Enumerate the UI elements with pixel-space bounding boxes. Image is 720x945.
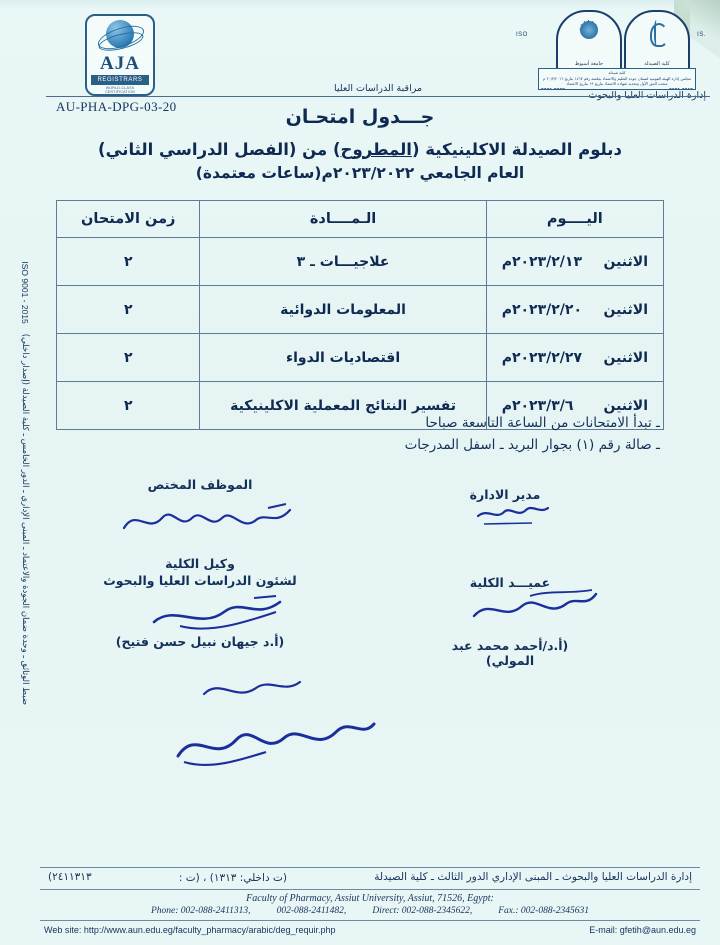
- cell-day-name: الاثنين: [603, 349, 648, 366]
- cert-body: مجلس إدارة الهيئة القومية لضمان جودة التعليم والاعتماد بجلسة رقم ١٤٦٧ بتاريخ ٢٠/٣/٢٠١٦ م منحت الدور الأول وتجديد شهادة الاعتماد بتاريخ ١٩ بتاريخ الاعتماد: [542, 75, 692, 87]
- serpent-bowl-icon: [640, 19, 674, 49]
- seal-right-text: كلية الصيدلة: [644, 60, 670, 67]
- cell-subject: تفسير النتائج المعملية الاكلينيكية: [200, 382, 486, 430]
- footer-address-arabic: إدارة الدراسات العليا والبحوث ـ المبنى الإداري الدور الثالث ـ كلية الصيدلة: [374, 871, 692, 884]
- table-row: [57, 334, 664, 382]
- program-title-part1: دبلوم الصيدلة الاكلينيكية (: [411, 140, 622, 159]
- signature-manager: [440, 487, 570, 504]
- cell-day-date: ٢٠٢٣/٣/٦م: [501, 397, 574, 414]
- cell-subject: المعلومات الدوائية: [200, 286, 486, 334]
- university-seals: [508, 10, 708, 96]
- page-title: جـــدول امتحـان: [285, 106, 435, 128]
- cell-day: [486, 334, 663, 382]
- cell-duration: ٢: [57, 286, 200, 334]
- cert-title: كلية صيدلة: [608, 70, 626, 75]
- footer-web-row: [40, 921, 700, 935]
- iso-number-right: [541, 88, 565, 90]
- signature-dean-name: (أ.د/أحمد محمد عبد المولي): [451, 637, 569, 668]
- note-hall-location: ـ صالة رقم (١) بجوار البريد ـ اسفل المدرجات: [404, 437, 660, 454]
- academic-year-line: العام الجامعي ٢٠٢٣/٢٠٢٢م(ساعات معتمدة): [195, 164, 525, 182]
- program-title: [0, 140, 720, 159]
- footer-phone-2: 002-088-2411482,: [276, 906, 347, 916]
- signature-vice-dean-label-1: وكيل الكلية: [165, 556, 235, 571]
- footer-phone-1: Phone: 002-088-2411313,: [151, 906, 251, 916]
- aja-sub-label: WORLD-CLASS CERTIFICATION: [105, 86, 135, 94]
- table-header-row: [57, 201, 664, 238]
- signature-officer-label: الموظف المختص: [147, 477, 253, 492]
- column-header-duration: زمن الامتحان: [57, 201, 200, 238]
- sun-emblem-icon: [572, 19, 606, 49]
- handwritten-signature-manager: [118, 502, 298, 542]
- supervision-label: مراقبة الدراسات العليا: [333, 83, 423, 94]
- aja-wordmark: AJA: [100, 52, 140, 74]
- cell-duration: ٢: [57, 238, 200, 286]
- program-title-part2: ) من (الفصل الدراسي الثاني): [98, 140, 341, 159]
- footer-faculty-address: Faculty of Pharmacy, Assiut University, Assiut, 71526, Egypt:: [246, 893, 494, 904]
- footer-direct-phone: Direct: 002-088-2345622,: [372, 906, 473, 916]
- department-header-right: إدارة الدراسات العليا والبحوث: [588, 90, 706, 101]
- column-header-day: اليــــوم: [486, 201, 663, 238]
- document-code: AU-PHA-DPG-03-20: [56, 99, 177, 114]
- signature-vice-dean-name: (أ.د جيهان نبيل حسن فتيح): [115, 633, 285, 649]
- document-footer: [40, 867, 700, 935]
- column-header-subject: الـمــــادة: [200, 201, 486, 238]
- signature-manager-label: مدير الادارة: [469, 487, 541, 502]
- document-control-strip: [14, 185, 36, 705]
- cell-day: [486, 238, 663, 286]
- handwritten-approval-mark: [200, 672, 310, 708]
- signature-dean: [430, 575, 590, 668]
- footer-fax: Fax.: 002-088-2345631: [498, 906, 589, 916]
- seal-left-text: جامعة أسيوط: [574, 60, 604, 67]
- cell-day: [486, 286, 663, 334]
- table-row: [57, 238, 664, 286]
- cell-day-name: الاثنين: [603, 301, 648, 318]
- cell-day-date: ٢٠٢٣/٢/١٣م: [501, 253, 582, 270]
- footer-arabic-row: [40, 868, 700, 886]
- footer-website[interactable]: Web site: http://www.aun.edu.eg/faculty_pharmacy/arabic/deg_requir.php: [44, 925, 336, 935]
- aja-registrars-logo: [85, 14, 155, 96]
- globe-icon: [97, 19, 143, 53]
- note-start-time: ـ تبدأ الامتحانات من الساعة التاسعة صباحا: [425, 415, 660, 431]
- document-control-iso: ISO 9001 - 2015: [20, 261, 30, 324]
- cell-day-date: ٢٠٢٣/٢/٢٧م: [501, 349, 582, 366]
- footer-email[interactable]: E-mail: gfetih@aun.edu.eg: [589, 925, 696, 935]
- cell-duration: ٢: [57, 334, 200, 382]
- footer-phone-number-arabic: ٢٤١١٣١٣): [48, 871, 92, 884]
- exam-schedule-table: [56, 200, 664, 430]
- cell-day-date: ٢٠٢٣/٢/٢٠م: [501, 301, 582, 318]
- signature-officer: [135, 477, 265, 494]
- handwritten-name-signature: [170, 712, 380, 772]
- program-title-underlined: المطروح: [340, 140, 412, 159]
- footer-phone-ext-arabic: (ت داخلي: ١٣١٣) ، (ت :: [178, 872, 287, 885]
- signature-dean-label: عميـــد الكلية: [469, 575, 551, 590]
- footer-english: [40, 893, 700, 916]
- aja-band-label: REGISTRARS: [91, 75, 149, 85]
- cell-subject: اقتصاديات الدواء: [200, 334, 486, 382]
- document-control-text: ضبط الوثائق ـ وحدة ضمان الجودة والاعتماد ـ المبنى الإداري ـ الدور الخامس ـ كلية الصيدلة (إصدار داخلي): [20, 333, 30, 705]
- cell-duration: ٢: [57, 382, 200, 430]
- faculty-pharmacy-seal: [624, 10, 690, 72]
- signature-vice-dean: [100, 556, 300, 649]
- accreditation-certificate-block: [538, 68, 696, 90]
- iso-left-label: ISO: [516, 32, 528, 38]
- cell-day-name: الاثنين: [603, 253, 648, 270]
- cell-day-name: الاثنين: [603, 397, 648, 414]
- cell-subject: علاجيـــات ـ ٣: [200, 238, 486, 286]
- table-row: [57, 286, 664, 334]
- exam-notes: [405, 412, 660, 457]
- assiut-university-seal: [556, 10, 622, 72]
- iso-right-label: IS.: [697, 32, 706, 38]
- signature-vice-dean-label-2: لشئون الدراسات العليا والبحوث: [103, 572, 297, 588]
